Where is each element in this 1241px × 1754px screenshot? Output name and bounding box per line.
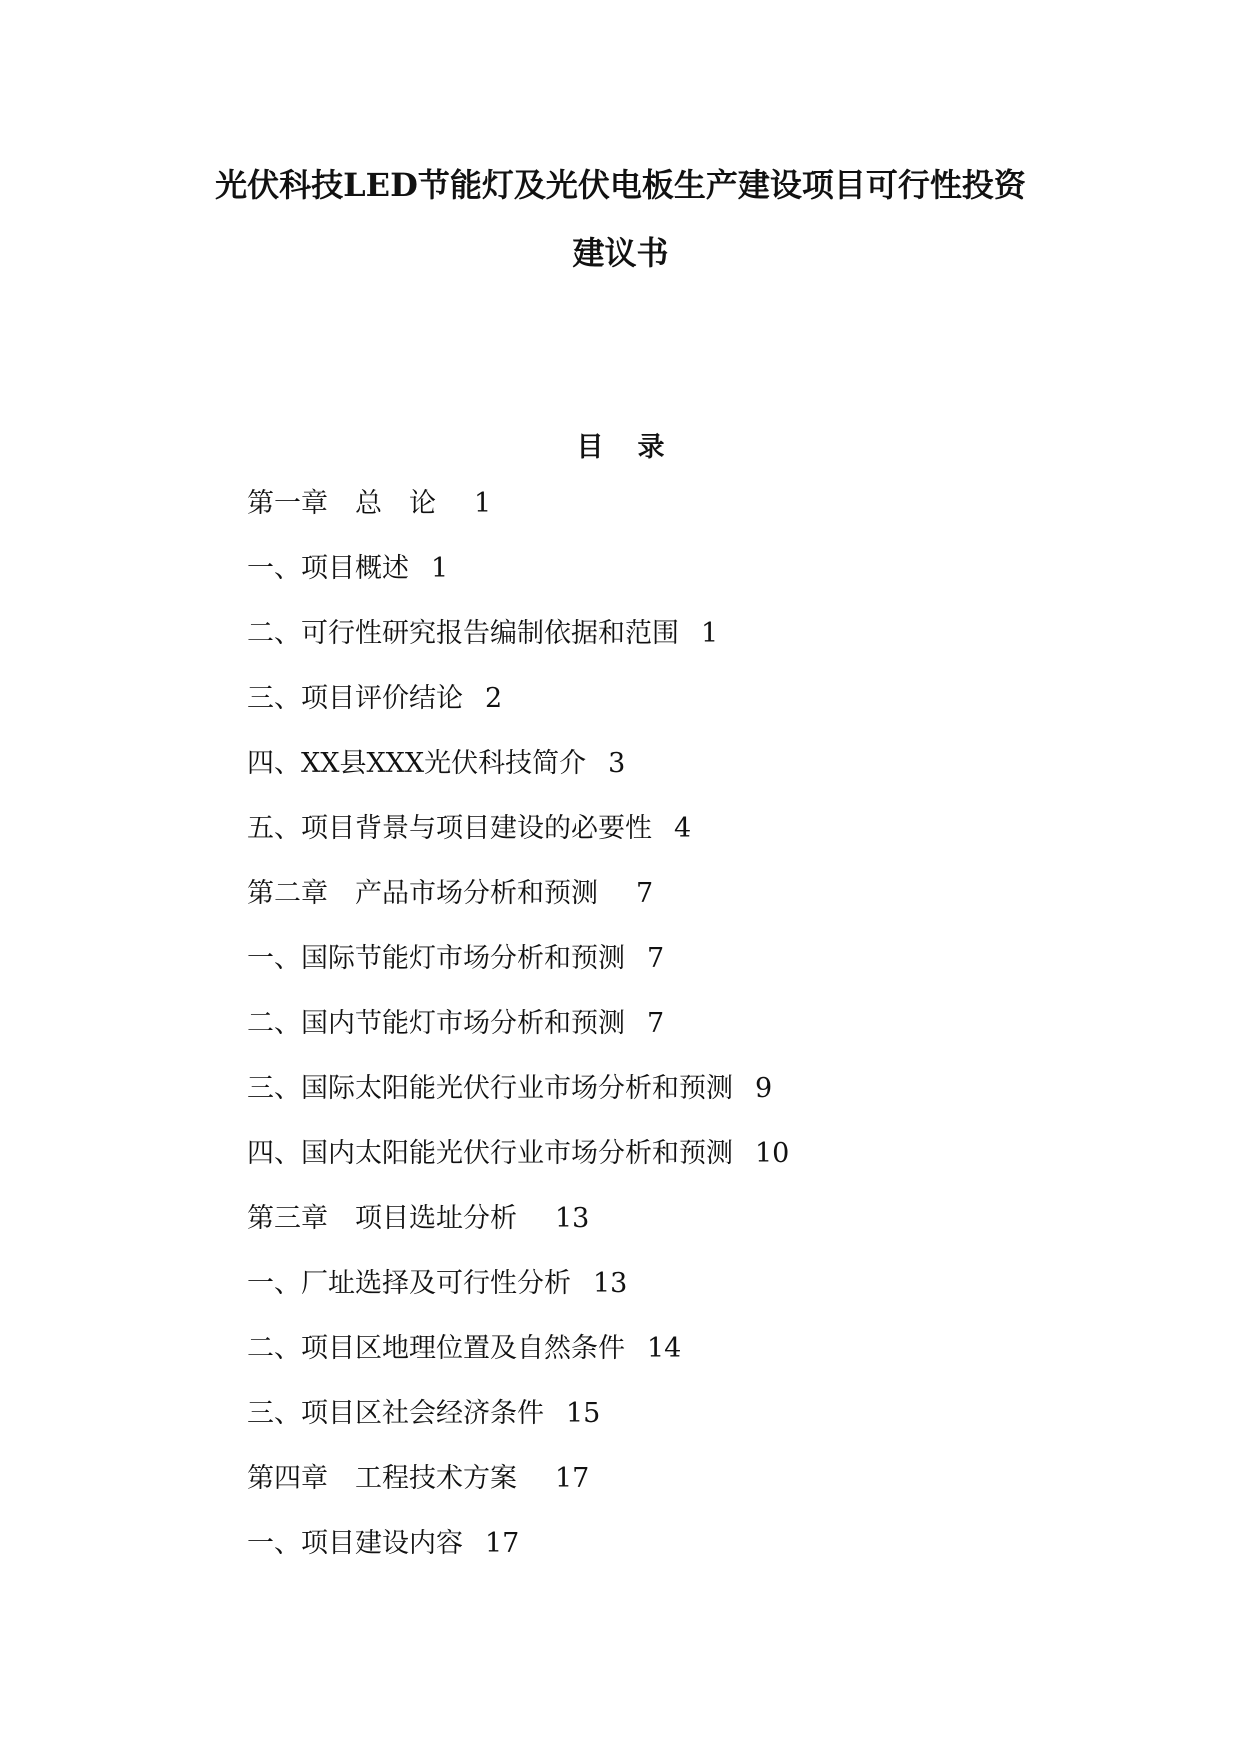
toc-entry-label: 二、可行性研究报告编制依据和范围 [247,618,679,649]
toc-entry[interactable] [247,1461,789,1526]
toc-entry-label: 一、厂址选择及可行性分析 [247,1268,571,1299]
toc-entry-label: 二、项目区地理位置及自然条件 [247,1333,625,1364]
toc-entry-label: 一、国际节能灯市场分析和预测 [247,943,625,974]
toc-entry[interactable] [247,551,789,616]
toc-entry-page: 3 [608,748,626,779]
toc-heading [0,425,1241,464]
toc-entry[interactable] [247,1396,789,1461]
toc-entry[interactable] [247,941,789,1006]
toc-entry-label: 四、国内太阳能光伏行业市场分析和预测 [247,1138,733,1169]
toc-entry-label: 三、项目区社会经济条件 [247,1398,544,1429]
toc-entry[interactable] [247,876,789,941]
toc-entry-label: 三、项目评价结论 [247,683,463,714]
toc-entry-label: 第三章 项目选址分析 [247,1203,517,1234]
document-title-line-2: 建议书 [572,234,669,272]
toc-entry[interactable] [247,486,789,551]
toc-entry[interactable] [247,681,789,746]
toc-entry-label: 四、XX县XXX光伏科技简介 [247,748,587,779]
toc-entry[interactable] [247,1201,789,1266]
toc-entry-label: 一、项目概述 [247,553,409,584]
toc-entry-page: 1 [474,488,492,519]
toc-entry-page: 15 [566,1398,601,1429]
toc-entry-page: 17 [485,1528,520,1559]
toc-entry[interactable] [247,616,789,681]
toc-entry[interactable] [247,1136,789,1201]
toc-entry[interactable] [247,1006,789,1071]
toc-entry[interactable] [247,1526,789,1591]
toc-entry[interactable] [247,1266,789,1331]
toc-entry[interactable] [247,746,789,811]
toc-entry-label: 五、项目背景与项目建设的必要性 [247,813,652,844]
toc-entry[interactable] [247,811,789,876]
toc-entry[interactable] [247,1331,789,1396]
toc-entry-label: 第二章 产品市场分析和预测 [247,878,598,909]
toc-entry-page: 14 [647,1333,682,1364]
toc-entry-page: 17 [555,1463,590,1494]
toc-entry-page: 1 [701,618,719,649]
toc-heading-left: 目 [576,432,604,463]
toc-entry-label: 三、国际太阳能光伏行业市场分析和预测 [247,1073,733,1104]
document-title-line-1: 光伏科技LED节能灯及光伏电板生产建设项目可行性投资 [215,166,1026,204]
toc-entry-label: 一、项目建设内容 [247,1528,463,1559]
toc-list [247,486,789,1591]
toc-entry-page: 13 [555,1203,590,1234]
toc-entry-page: 7 [647,1008,665,1039]
toc-entry-page: 13 [593,1268,628,1299]
toc-entry-page: 7 [647,943,665,974]
toc-entry[interactable] [247,1071,789,1136]
toc-entry-label: 第四章 工程技术方案 [247,1463,517,1494]
toc-entry-page: 10 [755,1138,790,1169]
toc-entry-page: 9 [755,1073,773,1104]
toc-entry-page: 2 [485,683,503,714]
toc-entry-label: 第一章 总 论 [247,488,436,519]
toc-entry-page: 4 [674,813,692,844]
toc-entry-page: 1 [431,553,449,584]
toc-heading-right: 录 [637,432,665,463]
toc-entry-page: 7 [636,878,654,909]
toc-entry-label: 二、国内节能灯市场分析和预测 [247,1008,625,1039]
